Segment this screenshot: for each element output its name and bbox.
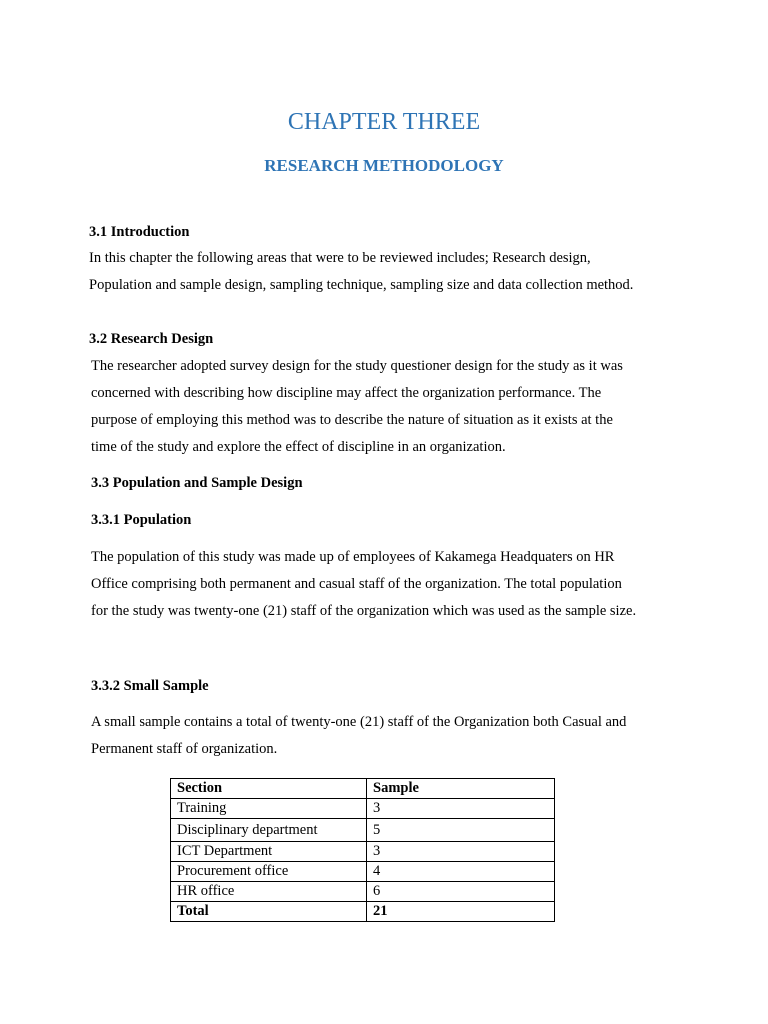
table-cell: 5: [367, 819, 555, 842]
table-total-row: [171, 902, 555, 922]
paragraph-line: The population of this study was made up of employees of Kakamega Headquaters on HR: [91, 549, 615, 565]
table-cell: 6: [367, 882, 555, 902]
introduction-paragraph: [89, 245, 633, 299]
table-cell: Procurement office: [171, 862, 367, 882]
table-row: [171, 882, 555, 902]
table-cell: Training: [171, 799, 367, 819]
table-cell: 3: [367, 799, 555, 819]
paragraph-line: Office comprising both permanent and casual staff of the organization. The total population: [91, 576, 622, 592]
sample-table: [170, 778, 555, 922]
paragraph-line: A small sample contains a total of twenty-one (21) staff of the Organization both Casual and: [91, 714, 627, 730]
paragraph-line: for the study was twenty-one (21) staff of the organization which was used as the sample size.: [91, 603, 637, 619]
table-row: [171, 799, 555, 819]
paragraph-line: concerned with describing how discipline may affect the organization performance. The: [91, 385, 602, 401]
table-header-cell: Section: [171, 779, 367, 799]
small-sample-paragraph: [91, 709, 626, 763]
section-heading-introduction: 3.1 Introduction: [89, 224, 190, 240]
chapter-title: CHAPTER THREE: [287, 109, 481, 135]
table-cell: HR office: [171, 882, 367, 902]
table-header-cell: Sample: [367, 779, 555, 799]
chapter-subtitle: RESEARCH METHODOLOGY: [264, 156, 504, 175]
population-paragraph: [91, 544, 636, 625]
table-cell: 4: [367, 862, 555, 882]
table-row: [171, 862, 555, 882]
paragraph-line: purpose of employing this method was to describe the nature of situation as it exists at the: [91, 412, 613, 428]
paragraph-line: Permanent staff of organization.: [91, 741, 278, 757]
table-total-value: 21: [367, 902, 555, 922]
research-design-paragraph: [91, 353, 623, 461]
table-cell: ICT Department: [171, 842, 367, 862]
paragraph-line: In this chapter the following areas that were to be reviewed includes; Research design,: [89, 250, 591, 266]
section-heading-small-sample: 3.3.2 Small Sample: [91, 678, 209, 694]
section-heading-population-sample-design: 3.3 Population and Sample Design: [91, 475, 303, 491]
table-total-label: Total: [171, 902, 367, 922]
section-heading-research-design: 3.2 Research Design: [89, 331, 214, 347]
table-cell: Disciplinary department: [171, 819, 367, 842]
table-row: [171, 842, 555, 862]
paragraph-line: Population and sample design, sampling technique, sampling size and data collection method.: [89, 277, 634, 293]
table-row: [171, 819, 555, 842]
table-cell: 3: [367, 842, 555, 862]
paragraph-line: The researcher adopted survey design for the study questioner design for the study as it was: [91, 358, 623, 374]
table-header-row: [171, 779, 555, 799]
paragraph-line: time of the study and explore the effect of discipline in an organization.: [91, 439, 506, 455]
section-heading-population: 3.3.1 Population: [91, 512, 192, 528]
